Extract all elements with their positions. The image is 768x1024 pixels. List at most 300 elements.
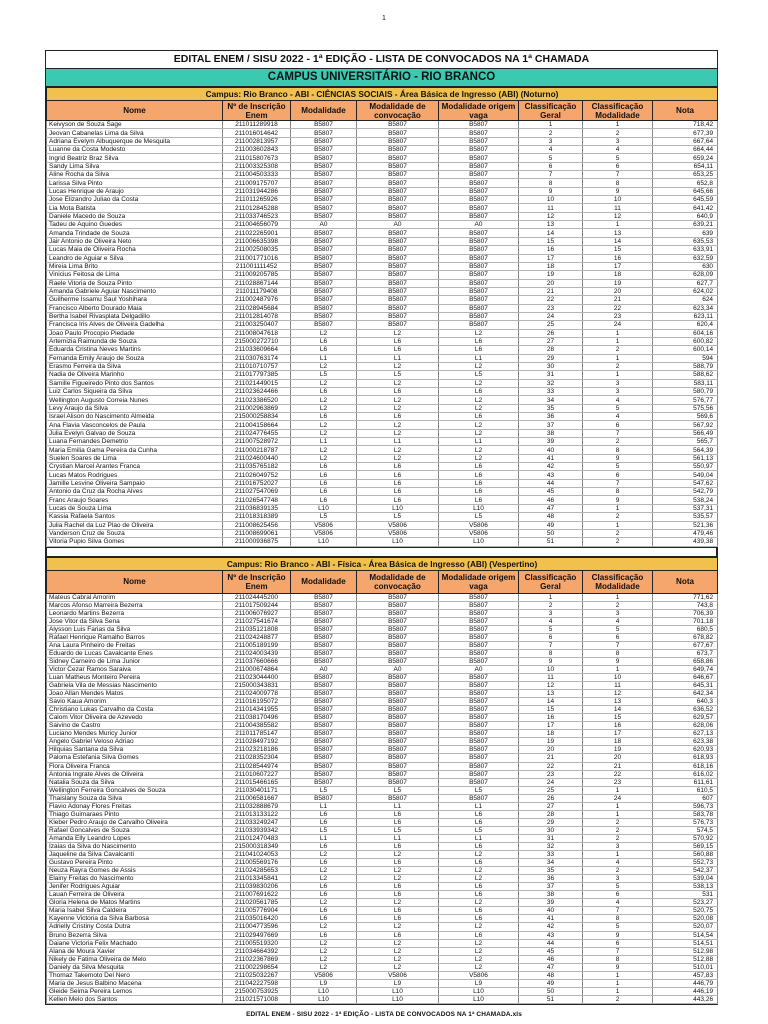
cell-modalidade: V5806 <box>291 521 357 529</box>
cell-modalidade-convocacao: L6 <box>357 488 439 496</box>
cell-nome: Wellington Augusto Correia Nunes <box>47 396 223 404</box>
cell-modalidade-convocacao: L5 <box>357 786 439 794</box>
cell-nome: Vinicius Feitosa de Lima <box>47 271 223 279</box>
cell-classificacao-modalidade: 1 <box>583 971 653 979</box>
cell-nota: 629,57 <box>653 714 718 722</box>
cell-inscricao: 211000218787 <box>223 446 291 454</box>
table-row <box>47 657 718 665</box>
table-row <box>47 221 718 229</box>
cell-inscricao: 211039830206 <box>223 883 291 891</box>
cell-nota: 580,79 <box>653 388 718 396</box>
cell-nome: Calom Vitor Oliveira de Azevedo <box>47 714 223 722</box>
cell-nome: Adriana Evelym Albuquerque de Mesquita <box>47 137 223 145</box>
cell-modalidade: L2 <box>291 947 357 955</box>
cell-modalidade: L2 <box>291 939 357 947</box>
cell-modalidade-convocacao: B5807 <box>357 321 439 329</box>
table-row <box>47 971 718 979</box>
cell-modalidade: L2 <box>291 851 357 859</box>
cell-modalidade: B5807 <box>291 121 357 129</box>
cell-nome: Flavio Adonay Flores Freitas <box>47 802 223 810</box>
cell-nota: 588,62 <box>653 371 718 379</box>
cell-modalidade-convocacao: B5807 <box>357 794 439 802</box>
cell-modalidade-origem: B5807 <box>439 287 519 295</box>
cell-classificacao-geral: 3 <box>519 609 583 617</box>
cell-modalidade-convocacao: L2 <box>357 362 439 370</box>
table-row <box>47 513 718 521</box>
table-row <box>47 388 718 396</box>
cell-modalidade: L6 <box>291 346 357 354</box>
cell-classificacao-geral: 2 <box>519 129 583 137</box>
cell-modalidade-convocacao: L6 <box>357 337 439 345</box>
cell-classificacao-geral: 20 <box>519 746 583 754</box>
cell-modalidade: B5807 <box>291 794 357 802</box>
cell-modalidade: B5807 <box>291 674 357 682</box>
cell-modalidade-convocacao: L6 <box>357 842 439 850</box>
table-row <box>47 237 718 245</box>
cell-classificacao-modalidade: 2 <box>583 438 653 446</box>
cell-nota: 600,14 <box>653 346 718 354</box>
cell-modalidade: B5807 <box>291 312 357 320</box>
cell-modalidade-convocacao: L10 <box>357 504 439 512</box>
cell-classificacao-geral: 41 <box>519 915 583 923</box>
cell-modalidade-convocacao: B5807 <box>357 187 439 195</box>
cell-modalidade: B5807 <box>291 287 357 295</box>
cell-inscricao: 211024600440 <box>223 454 291 462</box>
table-row <box>47 463 718 471</box>
table-row <box>47 690 718 698</box>
table-row <box>47 633 718 641</box>
table-row <box>47 229 718 237</box>
cell-inscricao: 211035765182 <box>223 463 291 471</box>
cell-classificacao-modalidade: 7 <box>583 947 653 955</box>
cell-modalidade: B5807 <box>291 129 357 137</box>
cell-modalidade-origem: L2 <box>439 446 519 454</box>
cell-inscricao: 211023624466 <box>223 388 291 396</box>
cell-modalidade-convocacao: L2 <box>357 947 439 955</box>
cell-modalidade: B5807 <box>291 706 357 714</box>
cell-classificacao-modalidade: 4 <box>583 899 653 907</box>
cell-inscricao: 215000343831 <box>223 682 291 690</box>
cell-nome: Amanda Trindade de Souza <box>47 229 223 237</box>
cell-modalidade-convocacao: L2 <box>357 429 439 437</box>
cell-nota: 520,08 <box>653 915 718 923</box>
cell-nota: 633,91 <box>653 246 718 254</box>
cell-inscricao: 211002963869 <box>223 404 291 412</box>
cell-classificacao-modalidade: 20 <box>583 754 653 762</box>
cell-modalidade-origem: B5807 <box>439 641 519 649</box>
cell-modalidade-convocacao: A0 <box>357 665 439 673</box>
cell-nota: 630 <box>653 262 718 270</box>
table-row <box>47 196 718 204</box>
cell-classificacao-geral: 6 <box>519 162 583 170</box>
table-row <box>47 471 718 479</box>
cell-modalidade-origem: B5807 <box>439 154 519 162</box>
table-row <box>47 204 718 212</box>
cell-inscricao: 211024445200 <box>223 593 291 601</box>
cell-modalidade-convocacao: L2 <box>357 421 439 429</box>
cell-classificacao-modalidade: 10 <box>583 196 653 204</box>
cell-modalidade: L6 <box>291 388 357 396</box>
cell-modalidade-origem: L6 <box>439 931 519 939</box>
cell-nome: Julia Rachel da Luz Plao de Oliveira <box>47 521 223 529</box>
cell-inscricao: 211033609664 <box>223 346 291 354</box>
cell-modalidade-convocacao: B5807 <box>357 229 439 237</box>
table-row <box>47 939 718 947</box>
table-row <box>47 413 718 421</box>
cell-inscricao: 211022265901 <box>223 229 291 237</box>
table-row <box>47 179 718 187</box>
cell-inscricao: 211032888679 <box>223 802 291 810</box>
cell-modalidade-convocacao: B5807 <box>357 304 439 312</box>
table-row <box>47 762 718 770</box>
table-row <box>47 682 718 690</box>
cell-modalidade-origem: B5807 <box>439 609 519 617</box>
cell-inscricao: 211028867144 <box>223 279 291 287</box>
cell-modalidade: L6 <box>291 818 357 826</box>
cell-modalidade-convocacao: L2 <box>357 851 439 859</box>
cell-modalidade: L1 <box>291 802 357 810</box>
cell-nota: 628,06 <box>653 722 718 730</box>
cell-nome: Nikely de Fatima Oliveira de Melo <box>47 955 223 963</box>
cell-inscricao: 211026049752 <box>223 471 291 479</box>
table-row <box>47 212 718 220</box>
cell-classificacao-geral: 27 <box>519 337 583 345</box>
cell-modalidade-origem: A0 <box>439 221 519 229</box>
cell-classificacao-modalidade: 1 <box>583 354 653 362</box>
section-spacer <box>46 547 717 557</box>
cell-inscricao: 211027541674 <box>223 617 291 625</box>
cell-modalidade-convocacao: B5807 <box>357 649 439 657</box>
cell-modalidade-origem: B5807 <box>439 187 519 195</box>
cell-modalidade-convocacao: B5807 <box>357 641 439 649</box>
cell-classificacao-geral: 35 <box>519 867 583 875</box>
cell-classificacao-modalidade: 13 <box>583 229 653 237</box>
cell-modalidade-origem: L2 <box>439 362 519 370</box>
cell-modalidade: B5807 <box>291 204 357 212</box>
cell-nome: Victor Cezar Ramos Saraiva <box>47 665 223 673</box>
table-row <box>47 834 718 842</box>
cell-modalidade: L2 <box>291 362 357 370</box>
cell-modalidade: B5807 <box>291 657 357 665</box>
cell-classificacao-modalidade: 6 <box>583 162 653 170</box>
cell-nome: Samille Figueiredo Pinto dos Santos <box>47 379 223 387</box>
cell-inscricao: 211011289918 <box>223 121 291 129</box>
cell-modalidade-convocacao: B5807 <box>357 262 439 270</box>
cell-classificacao-geral: 48 <box>519 513 583 521</box>
table-row <box>47 121 718 129</box>
cell-modalidade-convocacao: B5807 <box>357 625 439 633</box>
cell-classificacao-geral: 7 <box>519 641 583 649</box>
cell-classificacao-geral: 30 <box>519 362 583 370</box>
table-row <box>47 362 718 370</box>
cell-modalidade: L2 <box>291 379 357 387</box>
cell-classificacao-geral: 19 <box>519 738 583 746</box>
cell-classificacao-geral: 44 <box>519 479 583 487</box>
cell-modalidade: L6 <box>291 479 357 487</box>
cell-inscricao: 211042227598 <box>223 979 291 987</box>
cell-modalidade: L6 <box>291 907 357 915</box>
cell-nome: Artemizia Raimunda de Souza <box>47 337 223 345</box>
cell-modalidade: B5807 <box>291 254 357 262</box>
table-row <box>47 354 718 362</box>
cell-classificacao-geral: 12 <box>519 212 583 220</box>
table-row <box>47 146 718 154</box>
cell-classificacao-modalidade: 9 <box>583 496 653 504</box>
cell-classificacao-modalidade: 2 <box>583 601 653 609</box>
table-row <box>47 609 718 617</box>
cell-modalidade: L5 <box>291 786 357 794</box>
cell-modalidade-origem: V5806 <box>439 971 519 979</box>
cell-nome: Julia Evelyn Galvao de Souza <box>47 429 223 437</box>
cell-classificacao-geral: 20 <box>519 279 583 287</box>
cell-classificacao-geral: 33 <box>519 388 583 396</box>
cell-modalidade: L2 <box>291 404 357 412</box>
cell-modalidade-convocacao: B5807 <box>357 279 439 287</box>
cell-classificacao-geral: 18 <box>519 262 583 270</box>
table-row <box>47 931 718 939</box>
cell-inscricao: 211005569176 <box>223 859 291 867</box>
col-header-inscricao: Nº de Inscrição Enem <box>223 570 291 593</box>
cell-inscricao: 211002813957 <box>223 137 291 145</box>
cell-inscricao: 211024285653 <box>223 867 291 875</box>
cell-modalidade: L2 <box>291 421 357 429</box>
page-number: 1 <box>382 15 386 22</box>
cell-classificacao-geral: 7 <box>519 171 583 179</box>
cell-modalidade-origem: L1 <box>439 802 519 810</box>
cell-modalidade-origem: L6 <box>439 388 519 396</box>
cell-inscricao: 211012470483 <box>223 834 291 842</box>
table-row <box>47 754 718 762</box>
section-heading: Campus: Rio Branco - ABI - Física - Área Básica de Ingresso (ABI) (Vespertino) <box>47 557 718 570</box>
cell-nome: Ana Flavia Vasconcelos de Paula <box>47 421 223 429</box>
cell-classificacao-modalidade: 6 <box>583 421 653 429</box>
cell-nota: 538,24 <box>653 496 718 504</box>
cell-nome: Jaqueline da Silva Cavalcanti <box>47 851 223 859</box>
cell-modalidade: B5807 <box>291 321 357 329</box>
cell-modalidade-origem: L2 <box>439 379 519 387</box>
cell-classificacao-modalidade: 19 <box>583 746 653 754</box>
table-row <box>47 883 718 891</box>
cell-modalidade-origem: B5807 <box>439 706 519 714</box>
cell-modalidade-origem: B5807 <box>439 738 519 746</box>
cell-modalidade-origem: B5807 <box>439 171 519 179</box>
cell-nota: 512,88 <box>653 955 718 963</box>
cell-nome: Natalia Souza da Silva <box>47 778 223 786</box>
cell-nome: Kleber Pedro Araujo de Carvalho Oliveira <box>47 818 223 826</box>
cell-modalidade: L2 <box>291 329 357 337</box>
cell-modalidade-origem: L5 <box>439 786 519 794</box>
cell-nota: 620,93 <box>653 746 718 754</box>
cell-classificacao-geral: 16 <box>519 246 583 254</box>
cell-inscricao: 211003602843 <box>223 146 291 154</box>
cell-modalidade-origem: B5807 <box>439 262 519 270</box>
cell-modalidade: B5807 <box>291 271 357 279</box>
cell-nome: Lucas Henrique de Araujo <box>47 187 223 195</box>
cell-modalidade: B5807 <box>291 738 357 746</box>
col-header-inscricao: Nº de Inscrição Enem <box>223 101 291 121</box>
cell-classificacao-modalidade: 6 <box>583 633 653 641</box>
cell-classificacao-modalidade: 15 <box>583 714 653 722</box>
cell-inscricao: 211008047618 <box>223 329 291 337</box>
cell-modalidade: B5807 <box>291 162 357 170</box>
cell-nota: 569,6 <box>653 413 718 421</box>
table-row <box>47 379 718 387</box>
cell-modalidade: B5807 <box>291 770 357 778</box>
cell-classificacao-geral: 36 <box>519 875 583 883</box>
cell-inscricao: 211023386520 <box>223 396 291 404</box>
cell-nome: Gabriela Vila de Messias Nascimento <box>47 682 223 690</box>
cell-modalidade-origem: B5807 <box>439 162 519 170</box>
cell-nota: 596,73 <box>653 802 718 810</box>
cell-nota: 645,66 <box>653 187 718 195</box>
cell-modalidade-origem: B5807 <box>439 690 519 698</box>
col-header-classificacao-geral: Classificação Geral <box>519 570 583 593</box>
cell-classificacao-modalidade: 8 <box>583 488 653 496</box>
cell-inscricao: 211006076927 <box>223 609 291 617</box>
table-row <box>47 446 718 454</box>
cell-inscricao: 211028945684 <box>223 304 291 312</box>
cell-modalidade-convocacao: L5 <box>357 826 439 834</box>
cell-modalidade-origem: L2 <box>439 955 519 963</box>
cell-classificacao-geral: 51 <box>519 538 583 546</box>
cell-nota: 620,4 <box>653 321 718 329</box>
cell-modalidade-origem: V5806 <box>439 521 519 529</box>
table-row <box>47 778 718 786</box>
cell-modalidade-convocacao: B5807 <box>357 121 439 129</box>
cell-classificacao-geral: 43 <box>519 471 583 479</box>
table-row <box>47 538 718 546</box>
cell-modalidade: L6 <box>291 915 357 923</box>
cell-modalidade-origem: L6 <box>439 810 519 818</box>
cell-nome: Vitoria Pupio Silva Gomes <box>47 538 223 546</box>
cell-modalidade-origem: L6 <box>439 842 519 850</box>
cell-inscricao: 211011179408 <box>223 287 291 295</box>
cell-nota: 673,7 <box>653 649 718 657</box>
cell-modalidade-origem: B5807 <box>439 212 519 220</box>
cell-classificacao-modalidade: 6 <box>583 939 653 947</box>
cell-nota: 520,07 <box>653 923 718 931</box>
cell-nota: 574,5 <box>653 826 718 834</box>
cell-classificacao-geral: 45 <box>519 488 583 496</box>
campus-banner: CAMPUS UNIVERSITÁRIO - RIO BRANCO <box>46 69 717 87</box>
cell-inscricao: 211010710757 <box>223 362 291 370</box>
table-row <box>47 810 718 818</box>
cell-nota: 645,31 <box>653 682 718 690</box>
cell-classificacao-geral: 39 <box>519 438 583 446</box>
table-row <box>47 488 718 496</box>
cell-inscricao: 211005519320 <box>223 939 291 947</box>
cell-classificacao-modalidade: 6 <box>583 891 653 899</box>
cell-nota: 512,98 <box>653 947 718 955</box>
cell-classificacao-geral: 51 <box>519 995 583 1003</box>
table-row <box>47 730 718 738</box>
cell-nota: 549,04 <box>653 471 718 479</box>
cell-inscricao: 211008699061 <box>223 529 291 537</box>
cell-modalidade-origem: L2 <box>439 947 519 955</box>
cell-nota: 561,13 <box>653 454 718 462</box>
cell-nome: Jenifer Rodrigues Aguiar <box>47 883 223 891</box>
cell-modalidade: L6 <box>291 883 357 891</box>
cell-modalidade: L6 <box>291 471 357 479</box>
cell-classificacao-geral: 35 <box>519 404 583 412</box>
cell-nome: Marcos Afonso Marreira Bezerra <box>47 601 223 609</box>
cell-modalidade: B5807 <box>291 690 357 698</box>
cell-classificacao-modalidade: 3 <box>583 137 653 145</box>
cell-classificacao-geral: 22 <box>519 762 583 770</box>
cell-inscricao: 211016752027 <box>223 479 291 487</box>
cell-nome: Flora Oliveira Franca <box>47 762 223 770</box>
cell-nota: 653,25 <box>653 171 718 179</box>
cell-inscricao: 211024003439 <box>223 649 291 657</box>
cell-classificacao-geral: 49 <box>519 521 583 529</box>
cell-classificacao-geral: 8 <box>519 179 583 187</box>
cell-classificacao-geral: 17 <box>519 254 583 262</box>
cell-classificacao-geral: 11 <box>519 204 583 212</box>
cell-modalidade-origem: L5 <box>439 513 519 521</box>
cell-classificacao-modalidade: 8 <box>583 649 653 657</box>
cell-inscricao: 211003325308 <box>223 162 291 170</box>
cell-modalidade-origem: B5807 <box>439 304 519 312</box>
cell-nome: Maria de Jesus Balbino Macena <box>47 979 223 987</box>
cell-nota: 641,42 <box>653 204 718 212</box>
cell-modalidade-convocacao: B5807 <box>357 246 439 254</box>
cell-modalidade: B5807 <box>291 641 357 649</box>
cell-modalidade: L1 <box>291 834 357 842</box>
cell-nota: 542,37 <box>653 867 718 875</box>
cell-classificacao-modalidade: 5 <box>583 463 653 471</box>
cell-inscricao: 211000936875 <box>223 538 291 546</box>
cell-nome: Franc Araujo Soares <box>47 496 223 504</box>
cell-nome: Sidney Carneiro de Lima Junior <box>47 657 223 665</box>
cell-nota: 567,92 <box>653 421 718 429</box>
cell-modalidade-origem: B5807 <box>439 179 519 187</box>
cell-nota: 542,79 <box>653 488 718 496</box>
cell-inscricao: 211033939342 <box>223 826 291 834</box>
cell-nome: Luciano Mendes Muricy Junior <box>47 730 223 738</box>
cell-nota: 521,36 <box>653 521 718 529</box>
cell-nota: 550,97 <box>653 463 718 471</box>
cell-nota: 607 <box>653 794 718 802</box>
cell-classificacao-geral: 44 <box>519 939 583 947</box>
cell-nota: 623,38 <box>653 738 718 746</box>
table-row <box>47 279 718 287</box>
cell-nome: Guilherme Issamu Saul Yoshihara <box>47 296 223 304</box>
cell-nota: 510,01 <box>653 963 718 971</box>
cell-inscricao: 211031944286 <box>223 187 291 195</box>
table-row <box>47 396 718 404</box>
cell-classificacao-modalidade: 13 <box>583 698 653 706</box>
cell-modalidade: L6 <box>291 931 357 939</box>
cell-nome: Kassia Rafaela Santos <box>47 513 223 521</box>
table-row <box>47 859 718 867</box>
cell-inscricao: 211002487976 <box>223 296 291 304</box>
cell-inscricao: 211024248877 <box>223 633 291 641</box>
cell-classificacao-modalidade: 5 <box>583 404 653 412</box>
table-row <box>47 875 718 883</box>
cell-modalidade: A0 <box>291 221 357 229</box>
cell-classificacao-geral: 29 <box>519 818 583 826</box>
cell-inscricao: 211033249247 <box>223 818 291 826</box>
cell-modalidade-origem: B5807 <box>439 137 519 145</box>
cell-classificacao-geral: 45 <box>519 947 583 955</box>
cell-modalidade-origem: L6 <box>439 413 519 421</box>
table-row <box>47 674 718 682</box>
cell-inscricao: 211016014642 <box>223 129 291 137</box>
cell-classificacao-modalidade: 14 <box>583 706 653 714</box>
cell-modalidade-convocacao: L6 <box>357 907 439 915</box>
cell-classificacao-geral: 24 <box>519 312 583 320</box>
cell-inscricao: 211000674864 <box>223 665 291 673</box>
